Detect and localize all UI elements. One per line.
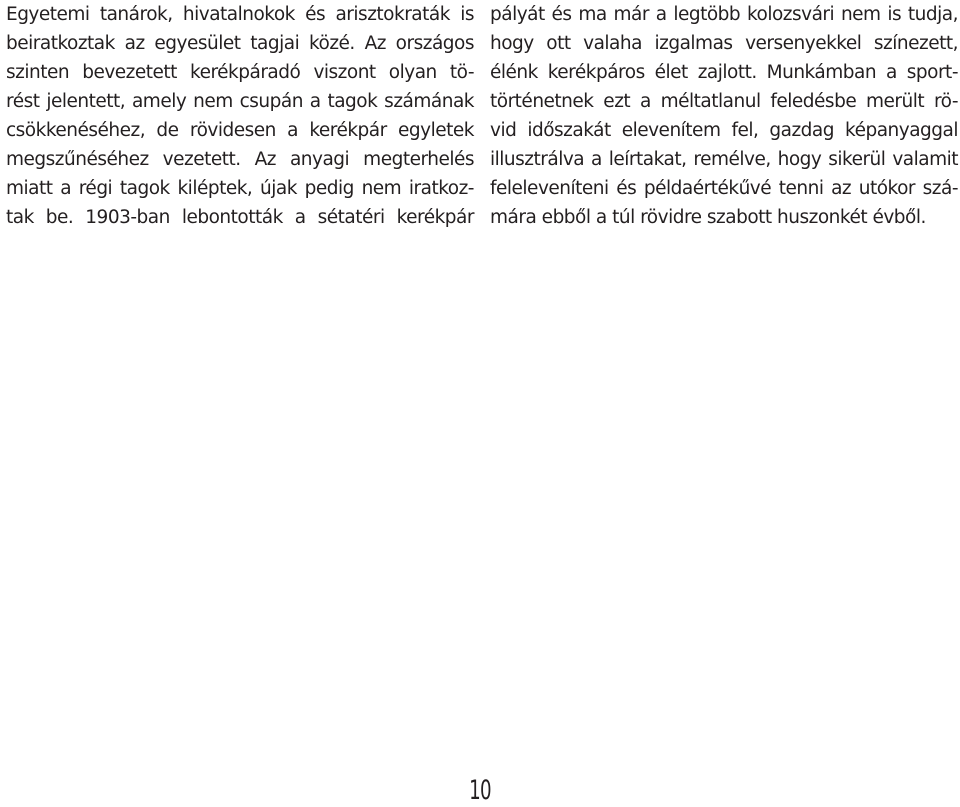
body-text-line: pályát és ma már a legtöbb kolozsvári nem is tudja, [490,4,958,25]
body-text-line: feleleveníteni és példaértékűvé tenni az utókor szá- [490,178,958,199]
body-text-line: vid időszakát elevenítem fel, gazdag képanyaggal [490,120,958,141]
body-text-line: élénk kerékpáros élet zajlott. Munkámban a sport- [490,62,958,83]
body-text-line: történetnek ezt a méltatlanul feledésbe merült rö- [490,91,958,112]
body-text-line: rést jelentett, amely nem csupán a tagok számának [6,91,474,112]
body-text-line: mára ebből a túl rövidre szabott huszonkét évből. [490,207,926,228]
body-text-line: tak be. 1903-ban lebontották a sétatéri kerékpár [6,207,474,228]
body-text-line: miatt a régi tagok kiléptek, újak pedig nem iratkoz- [6,178,474,199]
body-text-line: megszűnéséhez vezetett. Az anyagi megterhelés [6,149,474,170]
body-text-line: szinten bevezetett kerékpáradó viszont olyan tö- [6,62,474,83]
body-text-line: Egyetemi tanárok, hivatalnokok és arisztokraták is [6,4,474,25]
right-text-column [490,0,958,232]
body-text-line: csökkenéséhez, de rövidesen a kerékpár egyletek [6,120,474,141]
left-text-column [6,0,474,232]
body-text-line: hogy ott valaha izgalmas versenyekkel színezett, [490,33,958,54]
body-text-line: illusztrálva a leírtakat, remélve, hogy sikerül valamit [490,149,958,170]
body-text-line: beiratkoztak az egyesület tagjai közé. Az országos [6,33,474,54]
page-number: 10 [469,775,491,806]
